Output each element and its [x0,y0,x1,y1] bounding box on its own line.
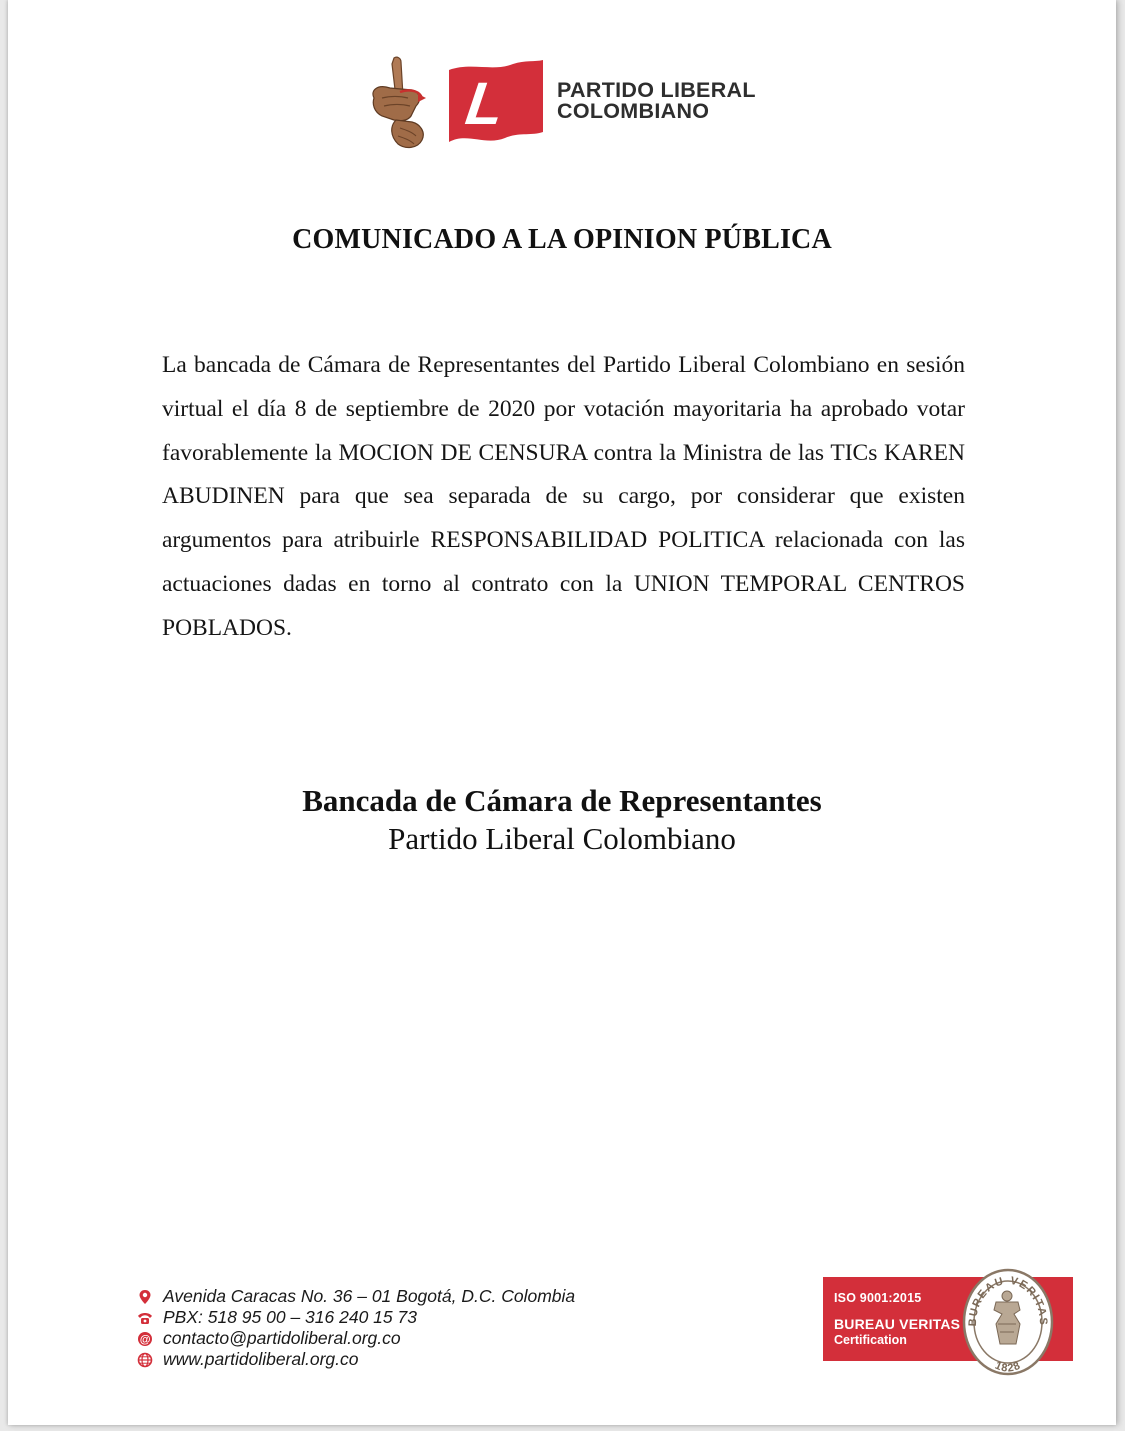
website-row [136,1349,575,1370]
certification-badge [823,1268,1073,1376]
seal-year: 1828 [993,1359,1023,1375]
address-row [136,1286,575,1307]
email-link[interactable]: contacto@partidoliberal.org.co [163,1328,401,1348]
party-name-line1: PARTIDO LIBERAL [557,78,756,102]
liberal-flag-icon [445,58,545,144]
certification-text [834,1290,960,1348]
document-title: COMUNICADO A LA OPINION PÚBLICA [292,224,832,255]
phone-row [136,1307,575,1328]
statement-paragraph: La bancada de Cámara de Representantes del Partido Liberal Colombiano en sesión virtual el día 8 de septiembre de 2020 por votación mayoritaria ha aprobado votar favorablemente la MOCION DE CENSURA contra la Ministra de las TICs KAREN ABUDINEN para que sea separada de su cargo, por considerar que existen argumentos para atribuirle RESPONSABILIDAD POLITICA relacionada con las actuaciones dadas en torno al contrato con la UNION TEMPORAL CENTROS POBLADOS. [162,352,965,641]
svg-text:@: @ [139,1333,151,1346]
party-name [557,80,756,122]
party-name-line2: COLOMBIANO [557,99,710,123]
party-logo [360,50,800,150]
seal-text: BUREAU VERITAS [966,1274,1050,1327]
document-page [8,0,1116,1425]
signature-party: Partido Liberal Colombiano [388,821,736,856]
logo-letter: L [461,69,509,137]
phone-text: PBX: 518 95 00 – 316 240 15 73 [163,1307,417,1327]
location-pin-icon [136,1289,154,1305]
phone-icon [136,1310,154,1326]
hand-gesture-icon [360,52,440,152]
signature-block [8,782,1116,858]
email-row [136,1328,575,1349]
signature-name: Bancada de Cámara de Representantes [302,783,822,818]
certification-label: Certification [834,1333,907,1347]
address-text: Avenida Caracas No. 36 – 01 Bogotá, D.C. Colombia [163,1286,576,1306]
website-link[interactable]: www.partidoliberal.org.co [163,1349,359,1369]
bureau-veritas-seal-icon [960,1268,1056,1376]
bureau-veritas-label: BUREAU VERITAS [834,1316,961,1332]
globe-icon[interactable] [136,1352,154,1368]
footer-contact [136,1286,575,1370]
iso-label: ISO 9001:2015 [834,1291,922,1305]
email-icon[interactable] [136,1331,154,1347]
